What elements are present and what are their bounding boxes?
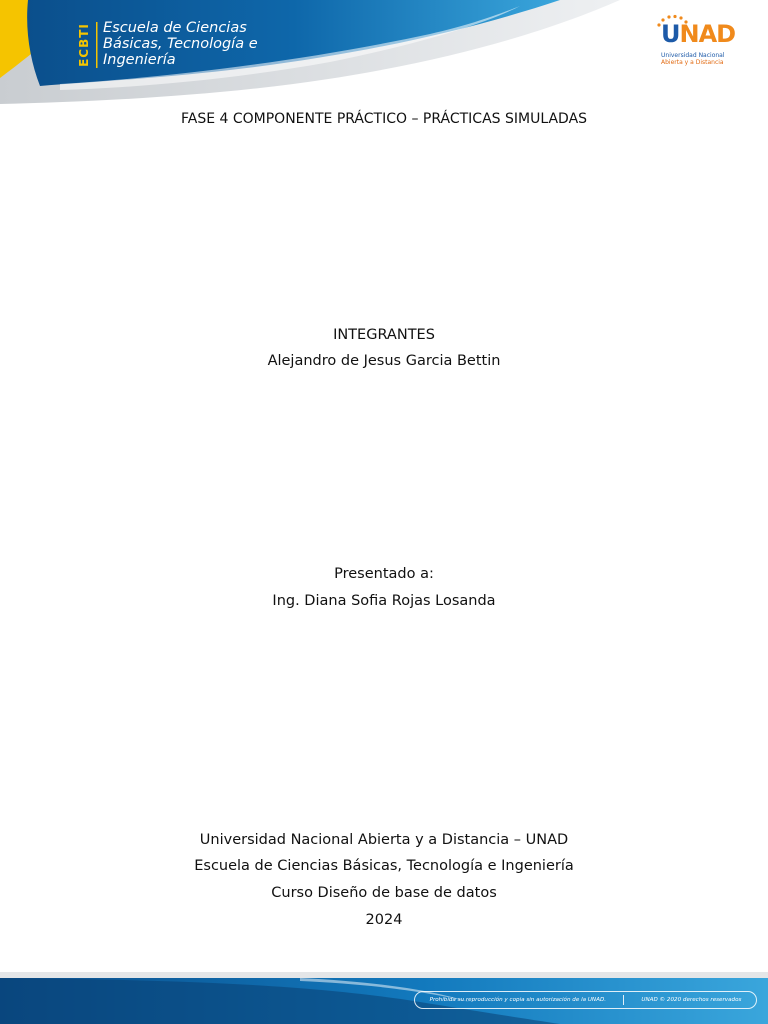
footer-prohibition-text: Prohibida su reproducción y copia sin autorización de la UNAD. bbox=[429, 997, 607, 1003]
presented-to-label: Presentado a: bbox=[334, 566, 434, 582]
member-name: Alejandro de Jesus Garcia Bettin bbox=[267, 353, 501, 369]
members-heading: INTEGRANTES bbox=[333, 327, 435, 343]
school-line: Escuela de Ciencias bbox=[103, 20, 247, 36]
logo-subtitle: Universidad Nacional Abierta y a Distancia bbox=[661, 52, 725, 66]
university-name: Universidad Nacional Abierta y a Distancia – UNAD bbox=[199, 832, 569, 848]
school-name: Escuela de Ciencias Básicas, Tecnología e Ingeniería bbox=[194, 858, 574, 874]
document-title: FASE 4 COMPONENTE PRÁCTICO – PRÁCTICAS SIMULADAS bbox=[180, 111, 588, 127]
school-name-header bbox=[103, 20, 303, 68]
footer-separator bbox=[623, 995, 624, 1005]
ecbti-label: ECBTI bbox=[77, 23, 91, 67]
header-banner bbox=[0, 0, 768, 110]
unad-logo bbox=[655, 14, 745, 70]
presented-to-name: Ing. Diana Sofia Rojas Losanda bbox=[272, 593, 496, 609]
school-line: Básicas, Tecnología e bbox=[103, 36, 258, 52]
document-year: 2024 bbox=[365, 912, 403, 928]
logo-wordmark: UNAD bbox=[661, 20, 736, 48]
footer-copyright-text: UNAD © 2020 derechos reservados bbox=[641, 997, 742, 1003]
course-name: Curso Diseño de base de datos bbox=[271, 885, 497, 901]
footer-notice bbox=[414, 991, 757, 1009]
footer-banner bbox=[0, 972, 768, 1024]
school-line: Ingeniería bbox=[103, 52, 176, 68]
